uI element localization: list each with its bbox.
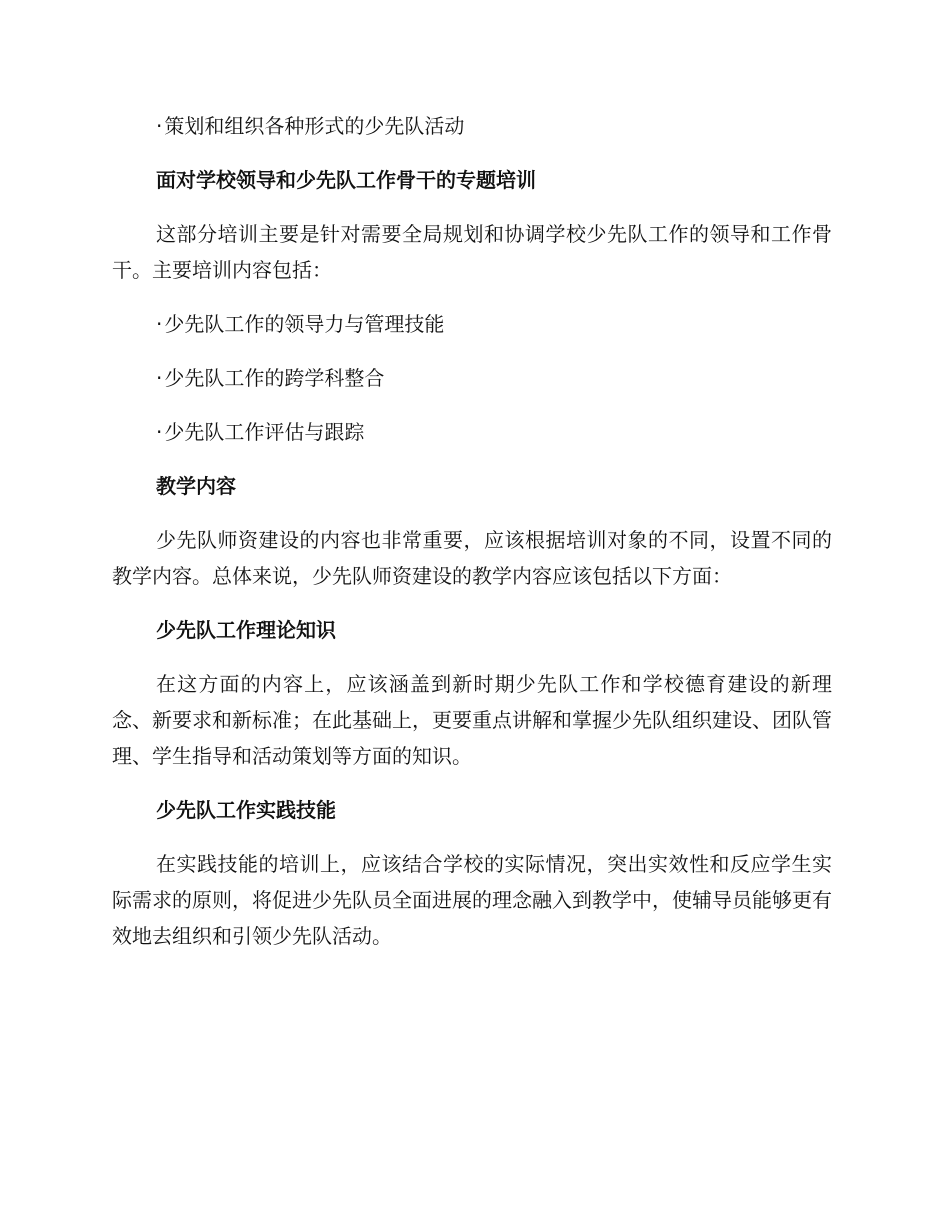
section-heading: 教学内容 (156, 474, 236, 498)
section-heading: 少先队工作理论知识 (156, 618, 336, 642)
bullet-symbol: · (156, 420, 163, 444)
bullet-symbol: · (156, 114, 163, 138)
section-heading: 少先队工作实践技能 (156, 798, 336, 822)
bullet-text: 策划和组织各种形式的少先队活动 (164, 114, 465, 138)
bullet-item (112, 360, 832, 396)
paragraph: 这部分培训主要是针对需要全局规划和协调学校少先队工作的领导和工作骨干。主要培训内容包括： (112, 222, 832, 282)
bullet-item (112, 306, 832, 342)
bullet-text: 少先队工作评估与跟踪 (164, 420, 365, 444)
section-heading: 面对学校领导和少先队工作骨干的专题培训 (156, 168, 536, 192)
paragraph: 在这方面的内容上，应该涵盖到新时期少先队工作和学校德育建设的新理念、新要求和新标准；在此基础上，更要重点讲解和掌握少先队组织建设、团队管理、学生指导和活动策划等方面的知识。 (112, 672, 832, 768)
bullet-text: 少先队工作的跨学科整合 (164, 366, 385, 390)
paragraph: 少先队师资建设的内容也非常重要，应该根据培训对象的不同，设置不同的教学内容。总体来说，少先队师资建设的教学内容应该包括以下方面： (112, 528, 832, 588)
bullet-item (112, 414, 832, 450)
bullet-symbol: · (156, 366, 163, 390)
bullet-text: 少先队工作的领导力与管理技能 (164, 312, 445, 336)
document-page (112, 108, 832, 972)
bullet-item (112, 108, 832, 144)
bullet-symbol: · (156, 312, 163, 336)
paragraph: 在实践技能的培训上，应该结合学校的实际情况，突出实效性和反应学生实际需求的原则，将促进少先队员全面进展的理念融入到教学中，使辅导员能够更有效地去组织和引领少先队活动。 (112, 852, 832, 948)
